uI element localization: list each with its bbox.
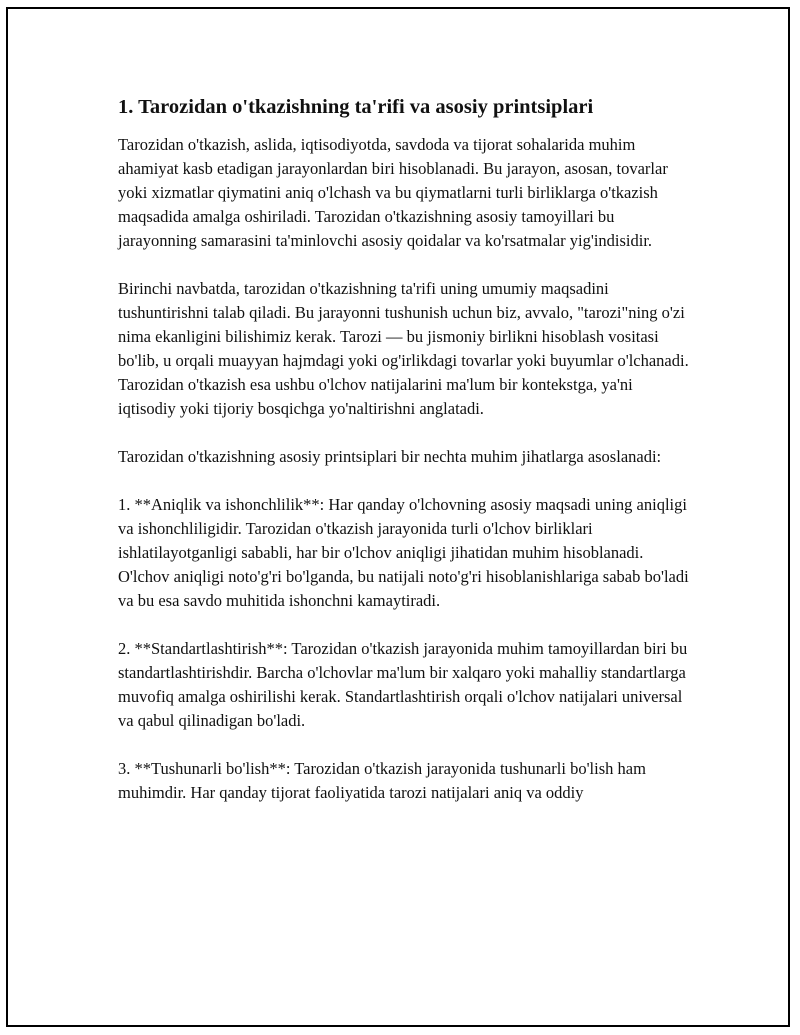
list-item-clarity: 3. **Tushunarli bo'lish**: Tarozidan o'tkazish jarayonida tushunarli bo'lish ham muhimdir. Har qanday tijorat faoliyatida tarozi natijalari aniq va oddiy	[118, 759, 646, 802]
document-body	[118, 94, 693, 829]
section-heading: 1. Tarozidan o'tkazishning ta'rifi va asosiy printsiplari	[118, 96, 594, 118]
paragraph-intro: Tarozidan o'tkazish, aslida, iqtisodiyotda, savdoda va tijorat sohalarida muhim ahamiyat kasb etadigan jarayonlardan biri hisoblanadi. Bu jarayon, asosan, tovarlar yoki xizmatlar qiymatini aniq o'lchash va bu qiymatlarni turli birliklarga o'tkazish maqsadida amalga oshiriladi. Tarozidan o'tkazishning asosiy tamoyillari bu jarayonning samarasini ta'minlovchi asosiy qoidalar va ko'rsatmalar yig'indisidir.	[118, 135, 668, 250]
list-item-standardization: 2. **Standartlashtirish**: Tarozidan o'tkazish jarayonida muhim tamoyillardan biri bu standartlashtirishdir. Barcha o'lchovlar ma'lum bir xalqaro yoki mahalliy standartlarga muvofiq amalga oshirilishi kerak. Standartlashtirish orqali o'lchov natijalari universal va qabul qilinadigan bo'ladi.	[118, 639, 688, 730]
paragraph-principles-intro: Tarozidan o'tkazishning asosiy printsiplari bir nechta muhim jihatlarga asoslanadi:	[118, 447, 662, 466]
list-item-accuracy: 1. **Aniqlik va ishonchlilik**: Har qanday o'lchovning asosiy maqsadi uning aniqligi va ishonchliligidir. Tarozidan o'tkazish jarayonida turli o'lchov birliklari ishlatilayotganligi sababli, har bir o'lchov aniqligi jihatidan muhim hisoblanadi. O'lchov aniqligi noto'g'ri bo'lganda, bu natijali noto'g'ri hisoblanishlariga sabab bo'ladi va bu esa savdo muhitida ishonchni kamaytiradi.	[118, 495, 689, 610]
paragraph-definition: Birinchi navbatda, tarozidan o'tkazishning ta'rifi uning umumiy maqsadini tushuntirishni talab qiladi. Bu jarayonni tushunish uchun biz, avvalo, "tarozi"ning o'zi nima ekanligini bilishimiz kerak. Tarozi — bu jismoniy birlikni hisoblash vositasi bo'lib, u orqali muayyan hajmdagi yoki og'irlikdagi tovarlar yoki buyumlar o'lchanadi. Tarozidan o'tkazish esa ushbu o'lchov natijalarini ma'lum bir kontekstga, ya'ni iqtisodiy yoki tijoriy bosqichga yo'naltirishni anglatadi.	[118, 279, 689, 418]
